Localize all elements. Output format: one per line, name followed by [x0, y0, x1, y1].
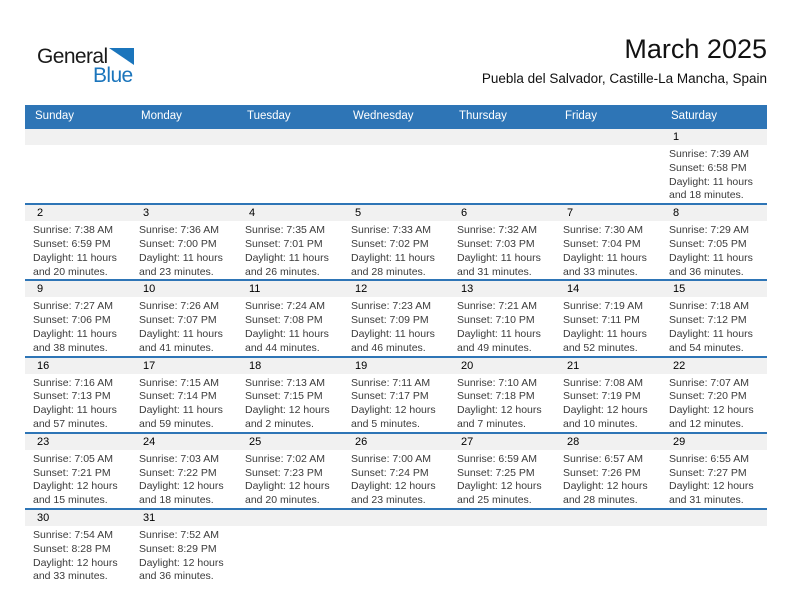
detail-line: and 44 minutes. [245, 341, 320, 354]
detail-line: Sunrise: 7:26 AM [139, 300, 219, 313]
detail-line: Sunrise: 7:52 AM [139, 528, 219, 541]
detail-line: and 54 minutes. [669, 341, 744, 354]
day-cell-1 [661, 129, 767, 203]
day-number: 5 [343, 205, 449, 221]
day-details [661, 221, 767, 279]
detail-line: and 23 minutes. [139, 265, 214, 278]
day-cell-17 [131, 358, 237, 432]
detail-line: Sunrise: 7:19 AM [563, 300, 643, 313]
detail-line: Sunset: 7:10 PM [457, 314, 535, 327]
day-cell-22 [661, 358, 767, 432]
day-details [25, 526, 131, 584]
day-details [25, 297, 131, 355]
day-cell-31 [131, 510, 237, 600]
detail-line: Sunset: 7:03 PM [457, 237, 535, 250]
detail-line: Sunrise: 7:11 AM [351, 376, 431, 389]
day-number: 16 [25, 358, 131, 374]
day-details [343, 221, 449, 279]
day-number: 1 [661, 129, 767, 145]
detail-line: Sunset: 7:24 PM [351, 466, 429, 479]
detail-line: Sunrise: 7:32 AM [457, 224, 537, 237]
detail-line: and 33 minutes. [33, 570, 108, 583]
day-details [237, 145, 343, 148]
detail-line: Sunset: 7:11 PM [563, 314, 640, 327]
detail-line: Sunset: 7:01 PM [245, 237, 323, 250]
detail-line: Daylight: 12 hours [139, 556, 224, 569]
day-number: 24 [131, 434, 237, 450]
weekday-header-friday: Friday [565, 110, 597, 122]
detail-line: Sunset: 7:27 PM [669, 466, 747, 479]
detail-line: and 46 minutes. [351, 341, 426, 354]
day-number [237, 510, 343, 526]
day-cell-empty [25, 129, 131, 203]
logo-text-general: General [37, 45, 108, 68]
day-details [343, 526, 449, 529]
day-cell-4 [237, 205, 343, 279]
day-number: 27 [449, 434, 555, 450]
detail-line: and 28 minutes. [351, 265, 426, 278]
day-number [449, 129, 555, 145]
title-block [482, 34, 767, 86]
detail-line: Daylight: 11 hours [245, 251, 329, 264]
detail-line: Daylight: 12 hours [457, 404, 542, 417]
day-details [131, 221, 237, 279]
day-number [555, 129, 661, 145]
detail-line: Sunset: 7:22 PM [139, 466, 217, 479]
day-cell-30 [25, 510, 131, 600]
day-number: 8 [661, 205, 767, 221]
detail-line: Sunrise: 7:29 AM [669, 224, 749, 237]
day-details [237, 374, 343, 432]
detail-line: Sunrise: 7:10 AM [457, 376, 537, 389]
detail-line: Sunrise: 7:27 AM [33, 300, 113, 313]
detail-line: Daylight: 12 hours [33, 480, 118, 493]
detail-line: Daylight: 12 hours [351, 404, 436, 417]
day-cell-21 [555, 358, 661, 432]
detail-line: Sunset: 8:29 PM [139, 542, 217, 555]
day-details [449, 374, 555, 432]
general-blue-logo [37, 46, 157, 86]
day-cell-12 [343, 281, 449, 355]
detail-line: Sunset: 7:14 PM [139, 390, 217, 403]
detail-line: Sunset: 7:19 PM [563, 390, 641, 403]
detail-line: Daylight: 12 hours [245, 480, 330, 493]
day-number: 13 [449, 281, 555, 297]
day-number: 29 [661, 434, 767, 450]
detail-line: and 15 minutes. [33, 494, 108, 507]
detail-line: and 12 minutes. [669, 417, 744, 430]
day-cell-6 [449, 205, 555, 279]
day-cell-7 [555, 205, 661, 279]
calendar-table [25, 105, 767, 600]
day-details [25, 374, 131, 432]
detail-line: Daylight: 12 hours [563, 480, 648, 493]
day-number: 15 [661, 281, 767, 297]
day-cell-empty [555, 129, 661, 203]
detail-line: Daylight: 12 hours [669, 404, 754, 417]
day-cell-empty [555, 510, 661, 600]
day-cell-14 [555, 281, 661, 355]
day-cell-empty [131, 129, 237, 203]
detail-line: Sunset: 7:20 PM [669, 390, 747, 403]
day-cell-empty [237, 510, 343, 600]
weekday-header-saturday: Saturday [671, 110, 718, 122]
detail-line: Daylight: 11 hours [669, 175, 753, 188]
detail-line: and 20 minutes. [245, 494, 320, 507]
page-header [37, 34, 767, 102]
day-details [555, 450, 661, 508]
day-cell-16 [25, 358, 131, 432]
day-number: 23 [25, 434, 131, 450]
day-number: 22 [661, 358, 767, 374]
day-number [25, 129, 131, 145]
detail-line: and 41 minutes. [139, 341, 214, 354]
day-number: 25 [237, 434, 343, 450]
day-details [237, 450, 343, 508]
detail-line: Sunset: 7:05 PM [669, 237, 747, 250]
week-row [25, 203, 767, 279]
day-number [449, 510, 555, 526]
day-number [343, 129, 449, 145]
day-details [343, 145, 449, 148]
weekday-header-row [25, 105, 767, 127]
day-cell-8 [661, 205, 767, 279]
day-number: 30 [25, 510, 131, 526]
week-row [25, 432, 767, 508]
detail-line: Sunset: 7:23 PM [245, 466, 323, 479]
detail-line: Sunset: 7:13 PM [33, 390, 111, 403]
day-cell-29 [661, 434, 767, 508]
day-details [131, 450, 237, 508]
detail-line: Sunrise: 7:38 AM [33, 224, 113, 237]
detail-line: Sunrise: 7:18 AM [669, 300, 749, 313]
day-cell-27 [449, 434, 555, 508]
calendar-page [0, 34, 792, 600]
day-number [661, 510, 767, 526]
day-number: 21 [555, 358, 661, 374]
detail-line: and 25 minutes. [457, 494, 532, 507]
detail-line: and 20 minutes. [33, 265, 108, 278]
day-details [555, 297, 661, 355]
detail-line: Sunrise: 7:00 AM [351, 452, 431, 465]
day-cell-15 [661, 281, 767, 355]
detail-line: Sunrise: 7:16 AM [33, 376, 113, 389]
detail-line: Sunset: 7:04 PM [563, 237, 641, 250]
day-number: 4 [237, 205, 343, 221]
location-subtitle: Puebla del Salvador, Castille-La Mancha, Spain [481, 71, 767, 86]
day-details [661, 145, 767, 203]
day-number: 28 [555, 434, 661, 450]
day-cell-9 [25, 281, 131, 355]
detail-line: Sunset: 7:07 PM [139, 314, 217, 327]
day-details [237, 221, 343, 279]
detail-line: Sunrise: 7:13 AM [245, 376, 325, 389]
day-details [131, 374, 237, 432]
detail-line: Sunrise: 7:23 AM [351, 300, 431, 313]
month-title: March 2025 [624, 34, 767, 64]
detail-line: Daylight: 11 hours [33, 251, 117, 264]
day-details [661, 450, 767, 508]
day-details [449, 221, 555, 279]
detail-line: and 38 minutes. [33, 341, 108, 354]
detail-line: Daylight: 11 hours [139, 404, 223, 417]
day-number: 6 [449, 205, 555, 221]
detail-line: and 2 minutes. [245, 417, 314, 430]
detail-line: Daylight: 11 hours [669, 327, 753, 340]
day-cell-empty [449, 510, 555, 600]
day-cell-empty [237, 129, 343, 203]
day-number: 12 [343, 281, 449, 297]
detail-line: Sunrise: 7:03 AM [139, 452, 219, 465]
day-number: 17 [131, 358, 237, 374]
day-number [131, 129, 237, 145]
weekday-header-tuesday: Tuesday [247, 110, 291, 122]
detail-line: Sunset: 8:28 PM [33, 542, 111, 555]
detail-line: Daylight: 11 hours [351, 327, 435, 340]
day-number: 18 [237, 358, 343, 374]
weekday-header-thursday: Thursday [459, 110, 507, 122]
detail-line: Sunrise: 7:33 AM [351, 224, 431, 237]
detail-line: and 57 minutes. [33, 417, 108, 430]
weekday-header-monday: Monday [141, 110, 182, 122]
detail-line: Sunrise: 7:24 AM [245, 300, 325, 313]
detail-line: Sunset: 6:59 PM [33, 237, 111, 250]
calendar-weeks [25, 127, 767, 600]
day-number: 19 [343, 358, 449, 374]
detail-line: Sunset: 7:17 PM [351, 390, 429, 403]
detail-line: Sunset: 7:25 PM [457, 466, 535, 479]
detail-line: Sunset: 7:06 PM [33, 314, 111, 327]
weekday-header-sunday: Sunday [35, 110, 75, 122]
day-cell-19 [343, 358, 449, 432]
detail-line: Sunrise: 6:55 AM [669, 452, 749, 465]
detail-line: Sunrise: 7:08 AM [563, 376, 643, 389]
detail-line: Daylight: 12 hours [139, 480, 224, 493]
detail-line: Daylight: 12 hours [33, 556, 118, 569]
day-cell-10 [131, 281, 237, 355]
detail-line: Sunset: 6:58 PM [669, 161, 747, 174]
day-cell-3 [131, 205, 237, 279]
day-number: 9 [25, 281, 131, 297]
day-number: 2 [25, 205, 131, 221]
detail-line: Daylight: 11 hours [563, 327, 647, 340]
day-cell-26 [343, 434, 449, 508]
detail-line: Daylight: 11 hours [139, 251, 223, 264]
detail-line: Sunrise: 7:39 AM [669, 148, 749, 160]
detail-line: Daylight: 11 hours [351, 251, 435, 264]
detail-line: Sunset: 7:26 PM [563, 466, 641, 479]
day-cell-2 [25, 205, 131, 279]
detail-line: and 18 minutes. [669, 189, 744, 202]
detail-line: Daylight: 11 hours [457, 327, 541, 340]
detail-line: Daylight: 12 hours [669, 480, 754, 493]
detail-line: Sunrise: 6:59 AM [457, 452, 537, 465]
detail-line: Daylight: 11 hours [33, 404, 117, 417]
detail-line: Sunset: 7:12 PM [669, 314, 747, 327]
day-details [343, 450, 449, 508]
detail-line: and 49 minutes. [457, 341, 532, 354]
day-number: 26 [343, 434, 449, 450]
detail-line: and 59 minutes. [139, 417, 214, 430]
weekday-header-wednesday: Wednesday [353, 110, 414, 122]
day-cell-empty [661, 510, 767, 600]
day-number [237, 129, 343, 145]
day-details [25, 221, 131, 279]
day-details [449, 297, 555, 355]
day-details [555, 374, 661, 432]
day-number: 14 [555, 281, 661, 297]
detail-line: and 36 minutes. [139, 570, 214, 583]
week-row [25, 356, 767, 432]
day-details [555, 221, 661, 279]
detail-line: Daylight: 12 hours [457, 480, 542, 493]
day-details [661, 374, 767, 432]
detail-line: and 7 minutes. [457, 417, 526, 430]
day-details [555, 145, 661, 148]
detail-line: Sunset: 7:21 PM [33, 466, 111, 479]
detail-line: and 52 minutes. [563, 341, 638, 354]
detail-line: Daylight: 12 hours [245, 404, 330, 417]
day-cell-empty [449, 129, 555, 203]
detail-line: and 31 minutes. [457, 265, 532, 278]
detail-line: Sunrise: 7:05 AM [33, 452, 113, 465]
detail-line: Daylight: 11 hours [669, 251, 753, 264]
detail-line: Sunrise: 7:07 AM [669, 376, 749, 389]
detail-line: Daylight: 12 hours [351, 480, 436, 493]
detail-line: and 10 minutes. [563, 417, 638, 430]
detail-line: Sunrise: 7:15 AM [139, 376, 219, 389]
day-cell-25 [237, 434, 343, 508]
detail-line: Daylight: 11 hours [33, 327, 117, 340]
day-cell-11 [237, 281, 343, 355]
day-number: 31 [131, 510, 237, 526]
day-details [131, 297, 237, 355]
week-row [25, 127, 767, 203]
day-cell-13 [449, 281, 555, 355]
week-row [25, 279, 767, 355]
day-cell-empty [343, 129, 449, 203]
detail-line: Sunset: 7:09 PM [351, 314, 429, 327]
day-number: 7 [555, 205, 661, 221]
detail-line: and 23 minutes. [351, 494, 426, 507]
day-details [343, 374, 449, 432]
day-cell-18 [237, 358, 343, 432]
day-number [343, 510, 449, 526]
day-details [449, 526, 555, 529]
detail-line: Daylight: 11 hours [245, 327, 329, 340]
day-details [661, 526, 767, 529]
detail-line: Sunrise: 7:35 AM [245, 224, 325, 237]
day-number: 20 [449, 358, 555, 374]
day-number: 10 [131, 281, 237, 297]
day-details [343, 297, 449, 355]
logo-text-blue: Blue [93, 64, 133, 87]
day-details [25, 450, 131, 508]
detail-line: and 26 minutes. [245, 265, 320, 278]
detail-line: and 5 minutes. [351, 417, 420, 430]
detail-line: Daylight: 11 hours [139, 327, 223, 340]
detail-line: Sunset: 7:15 PM [245, 390, 323, 403]
day-cell-28 [555, 434, 661, 508]
detail-line: Sunrise: 6:57 AM [563, 452, 643, 465]
day-number: 3 [131, 205, 237, 221]
detail-line: Sunrise: 7:30 AM [563, 224, 643, 237]
day-number: 11 [237, 281, 343, 297]
detail-line: Sunrise: 7:02 AM [245, 452, 325, 465]
detail-line: Sunset: 7:00 PM [139, 237, 217, 250]
day-details [661, 297, 767, 355]
detail-line: and 28 minutes. [563, 494, 638, 507]
detail-line: Daylight: 11 hours [563, 251, 647, 264]
day-details [25, 145, 131, 148]
detail-line: Sunrise: 7:36 AM [139, 224, 219, 237]
day-details [449, 450, 555, 508]
week-row [25, 508, 767, 600]
day-details [449, 145, 555, 148]
detail-line: Sunrise: 7:54 AM [33, 528, 113, 541]
detail-line: Daylight: 11 hours [457, 251, 541, 264]
day-details [131, 526, 237, 584]
detail-line: Sunset: 7:02 PM [351, 237, 429, 250]
detail-line: and 31 minutes. [669, 494, 744, 507]
day-cell-5 [343, 205, 449, 279]
detail-line: Sunrise: 7:21 AM [457, 300, 537, 313]
day-details [237, 526, 343, 529]
day-details [131, 145, 237, 148]
detail-line: Sunset: 7:18 PM [457, 390, 535, 403]
day-cell-23 [25, 434, 131, 508]
day-details [237, 297, 343, 355]
detail-line: Daylight: 12 hours [563, 404, 648, 417]
day-cell-24 [131, 434, 237, 508]
detail-line: and 18 minutes. [139, 494, 214, 507]
day-cell-empty [343, 510, 449, 600]
day-details [555, 526, 661, 529]
day-number [555, 510, 661, 526]
detail-line: and 33 minutes. [563, 265, 638, 278]
detail-line: and 36 minutes. [669, 265, 744, 278]
detail-line: Sunset: 7:08 PM [245, 314, 323, 327]
day-cell-20 [449, 358, 555, 432]
